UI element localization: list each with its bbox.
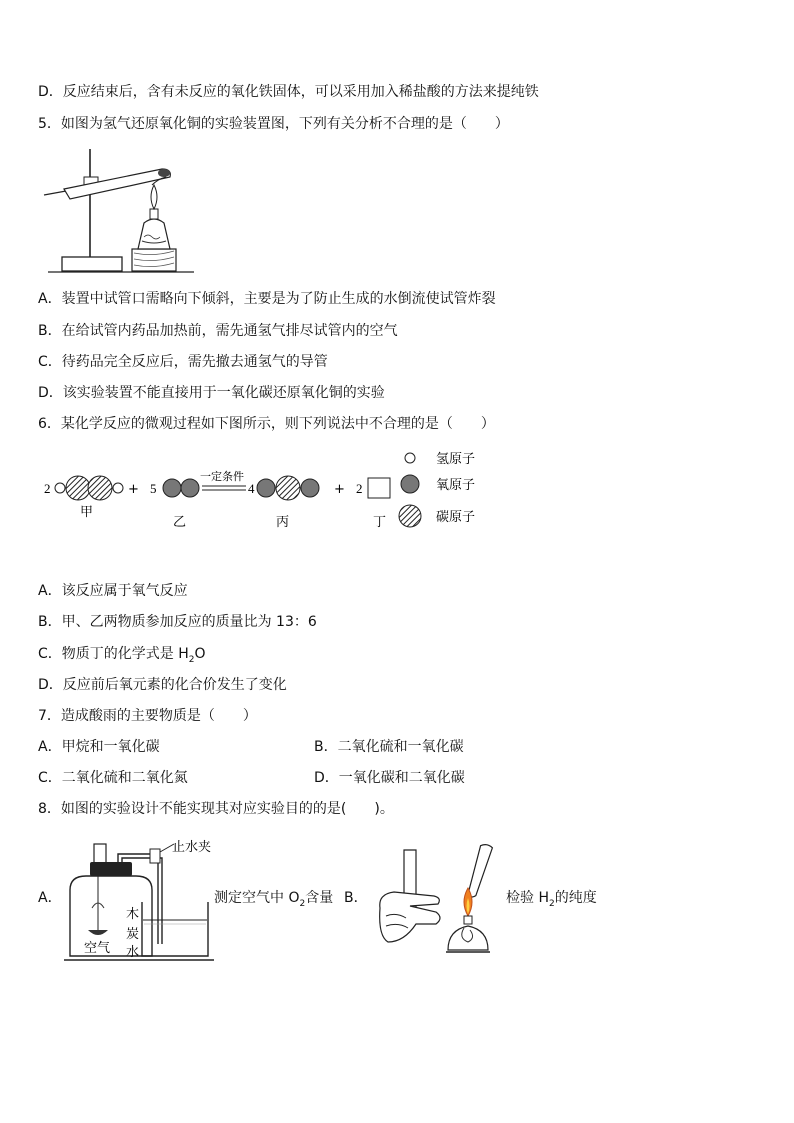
q8-a-purpose: 测定空气中 $O_2$含量 <box>214 890 334 909</box>
label-jia: 甲 <box>80 505 94 520</box>
hydrogen-purity-test-figure <box>376 842 506 957</box>
q7-option-b: B．二氧化硫和一氧化碳 <box>314 739 464 755</box>
hydrogen-atom <box>113 483 123 493</box>
q6-stem: 6．某化学反应的微观过程如下图所示，则下列说法中不合理的是（ ） <box>38 416 495 432</box>
q7-option-d: D．一氧化碳和二氧化碳 <box>314 770 465 786</box>
hydrogen-atom <box>55 483 65 493</box>
q7-option-a: A．甲烷和一氧化碳 <box>38 739 160 755</box>
reaction-condition: 一定条件 <box>200 470 244 483</box>
q5-option-b: B．在给试管内药品加热前，需先通氢气排尽试管内的空气 <box>38 323 398 339</box>
legend-hydrogen-label: 氢原子 <box>436 452 476 467</box>
legend-hydrogen-icon <box>405 453 415 463</box>
q5-stem: 5．如图为氢气还原氧化铜的实验装置图，下列有关分析不合理的是（ ） <box>38 116 509 132</box>
carbon-atom <box>88 476 112 500</box>
legend-oxygen-icon <box>401 475 419 493</box>
carbon-atom <box>276 476 300 500</box>
q8-a-label: A． <box>38 890 62 906</box>
plus-sign: + <box>334 482 345 497</box>
charcoal-oxygen-apparatus-figure <box>62 832 222 967</box>
q6-option-d: D．反应前后氧元素的化合价发生了变化 <box>38 677 287 693</box>
charcoal-label-1: 木 <box>126 907 140 922</box>
coef-bing: 4 <box>248 481 255 496</box>
legend-carbon-label: 碳原子 <box>436 510 476 525</box>
q6-option-a: A．该反应属于氧气反应 <box>38 583 188 599</box>
oxygen-atom <box>301 479 319 497</box>
q5-option-d: D．该实验装置不能直接用于一氧化碳还原氧化铜的实验 <box>38 385 385 401</box>
hydrogen-reduction-apparatus-figure <box>44 145 204 275</box>
coef-jia: 2 <box>44 481 51 496</box>
q5-option-a: A．装置中试管口需略向下倾斜，主要是为了防止生成的水倒流使试管炸裂 <box>38 291 496 307</box>
q7-stem: 7．造成酸雨的主要物质是（ ） <box>38 708 257 724</box>
oxygen-atom <box>163 479 181 497</box>
water-label: 水 <box>126 945 140 960</box>
carbon-atom <box>66 476 90 500</box>
q8-stem: 8．如图的实验设计不能实现其对应实验目的的是( )。 <box>38 801 394 817</box>
clamp-label: 止水夹 <box>172 840 212 855</box>
coef-ding: 2 <box>356 481 363 496</box>
q6-option-b: B．甲、乙两物质参加反应的质量比为 13：6 <box>38 614 317 630</box>
plus-sign: + <box>128 482 139 497</box>
molecular-reaction-diagram <box>40 446 500 536</box>
label-bing: 丙 <box>276 515 290 530</box>
coef-yi: 5 <box>150 481 157 496</box>
q5-option-c: C．待药品完全反应后，需先撤去通氢气的导管 <box>38 354 328 370</box>
q8-b-purpose: 检验 $H_2$的纯度 <box>506 890 597 909</box>
legend-carbon-icon <box>399 505 421 527</box>
q6-option-c: C．物质丁的化学式是 $H_2O$ <box>38 646 206 665</box>
q4-option-d: D．反应结束后，含有未反应的氧化铁固体，可以采用加入稀盐酸的方法来提纯铁 <box>38 84 539 100</box>
q8-b-label: B． <box>344 890 368 906</box>
label-ding: 丁 <box>373 515 387 530</box>
air-label: 空气 <box>84 941 111 956</box>
oxygen-atom <box>257 479 275 497</box>
oxygen-atom <box>181 479 199 497</box>
q7-option-c: C．二氧化硫和二氧化氮 <box>38 770 188 786</box>
legend-oxygen-label: 氧原子 <box>436 478 476 493</box>
charcoal-label-2: 炭 <box>126 927 140 942</box>
label-yi: 乙 <box>173 515 187 530</box>
unknown-molecule-box <box>368 478 390 498</box>
